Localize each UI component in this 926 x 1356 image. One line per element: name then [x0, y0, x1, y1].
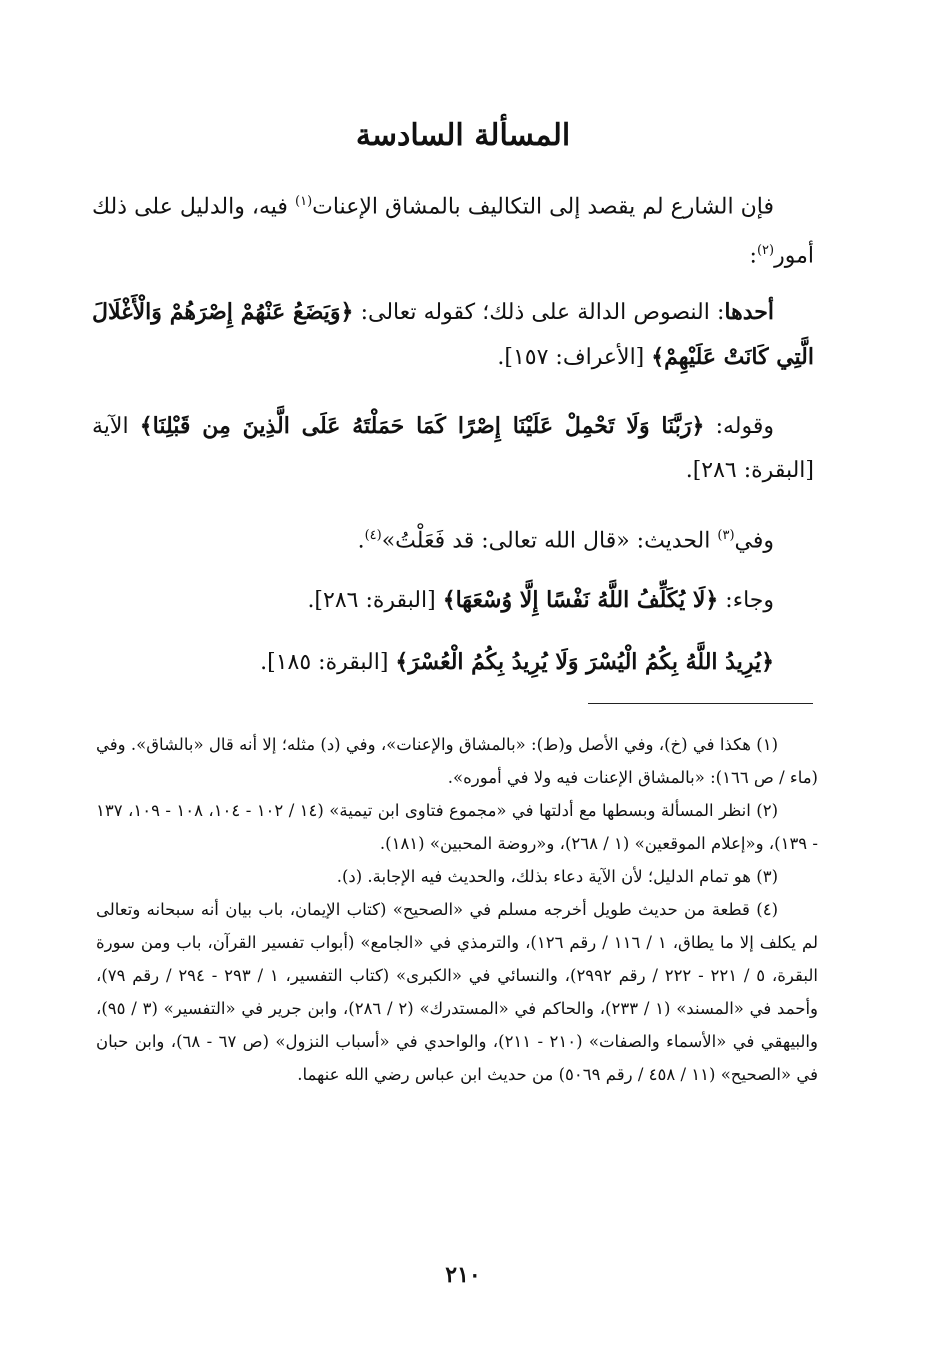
first-ref: [الأعراف: ١٥٧]. — [497, 345, 652, 370]
hadith-paragraph — [92, 514, 814, 563]
fourth-evidence-paragraph — [92, 640, 814, 685]
intro-text-after: فيه، والدليل على ذلك أمور — [92, 194, 814, 269]
third-text: وجاء: — [718, 588, 774, 613]
first-evidence-block — [92, 290, 814, 380]
second-evidence-paragraph — [92, 404, 814, 493]
fourth-evidence-block — [92, 640, 814, 685]
footnote-ref-4[interactable]: (٤) — [364, 528, 382, 543]
page-number: ٢١٠ — [445, 1262, 481, 1288]
footnote-2: (٢) انظر المسألة وبسطها مع أدلتها في «مجموع فتاوى ابن تيمية» (١٤ / ١٠٢ - ١٠٤، ١٠٨ - ١٠٩، ١٣٧ - ١٣٩)، و«إعلام الموقعين» (١ / ٢٦٨)، و«روضة المحبين» (١٨١). — [96, 801, 818, 853]
intro-text: فإن الشارع لم يقصد إلى التكاليف بالمشاق الإعنات — [312, 194, 774, 220]
hadith-block — [92, 514, 814, 563]
footnote-3: (٣) هو تمام الدليل؛ لأن الآية دعاء بذلك، والحديث فيه الإجابة. (د). — [336, 867, 778, 886]
second-ref: الآية [البقرة: ٢٨٦]. — [92, 414, 814, 483]
first-text: : النصوص الدالة على ذلك؛ كقوله تعالى: — [353, 300, 725, 325]
first-verse: ﴿وَيَضَعُ عَنْهُمْ إِصْرَهُمْ وَالْأَغْلَالَ الَّتِي كَانَتْ عَلَيْهِمْ﴾ — [92, 299, 814, 370]
intro-tail: : — [749, 243, 757, 269]
first-evidence-paragraph — [92, 290, 814, 380]
footnote-separator — [588, 703, 813, 704]
main-text — [92, 180, 814, 279]
intro-paragraph — [92, 180, 814, 279]
footnote-1: (١) هكذا في (خ)، وفي الأصل و(ط): «بالمشاق والإعنات»، وفي (د) مثله؛ إلا أنه قال «بالشاق». وفي (ماء / ص ١٦٦): «بالمشاق الإعنات فيه ولا في أموره». — [96, 735, 818, 787]
second-evidence-block — [92, 404, 814, 493]
footnote-ref-2[interactable]: (٢) — [756, 243, 775, 259]
hadith-tail: . — [357, 528, 365, 554]
footnote-4: (٤) قطعة من حديث طويل أخرجه مسلم في «الصحيح» (كتاب الإيمان، باب بيان أنه سبحانه وتعالى لم يكلف إلا ما يطاق، ١ / ١١٦ / رقم ١٢٦)، والترمذي في «الجامع» (أبواب تفسير القرآن، باب ومن سورة البقرة، ٥ / ٢٢١ - ٢٢٢ / رقم ٢٩٩٢)، والنسائي في «الكبرى» (كتاب التفسير، ١ / ٢٩٣ - ٢٩٤ / رقم ٧٩)، وأحمد في «المسند» (١ / ٢٣٣)، والحاكم في «المستدرك» (٢ / ٢٨٦)، وابن جرير في «التفسير» (٣ / ٩٥)، والبيهقي في «الأسماء والصفات» (٢١٠ - ٢١١)، والواحدي في «أسباب النزول» (ص ٦٧ - ٦٨)، وابن حبان في «الصحيح» (١١ / ٤٥٨ / رقم ٥٠٦٩) من حديث ابن عباس رضي الله عنهما. — [96, 900, 819, 1084]
section-title: المسألة السادسة — [355, 118, 571, 153]
footnote-ref-3[interactable]: (٣) — [717, 528, 735, 543]
third-evidence-block — [92, 578, 814, 623]
footnotes — [96, 728, 818, 1091]
second-verse: ﴿رَبَّنَا وَلَا تَحْمِلْ عَلَيْنَا إِصْرًا كَمَا حَمَلْتَهُ عَلَى الَّذِينَ مِن قَبْلِنَا﴾ — [139, 413, 705, 439]
third-evidence-paragraph — [92, 578, 814, 623]
hadith-text-after: الحديث: «قال الله تعالى: قد فَعَلْتُ» — [381, 528, 718, 554]
fourth-verse: ﴿يُرِيدُ اللَّهُ بِكُمُ الْيُسْرَ وَلَا يُرِيدُ بِكُمُ الْعُسْرَ﴾ — [395, 649, 774, 675]
third-verse: ﴿لَا يُكَلِّفُ اللَّهُ نَفْسًا إِلَّا وُسْعَهَا﴾ — [442, 587, 719, 613]
footnote-ref-1[interactable]: (١) — [295, 194, 313, 209]
second-text: وقوله: — [704, 414, 774, 439]
first-lead: أحدها — [724, 299, 774, 325]
hadith-text: وفي — [734, 528, 774, 554]
fourth-ref: [البقرة: ١٨٥]. — [260, 650, 396, 675]
third-ref: [البقرة: ٢٨٦]. — [307, 588, 443, 613]
